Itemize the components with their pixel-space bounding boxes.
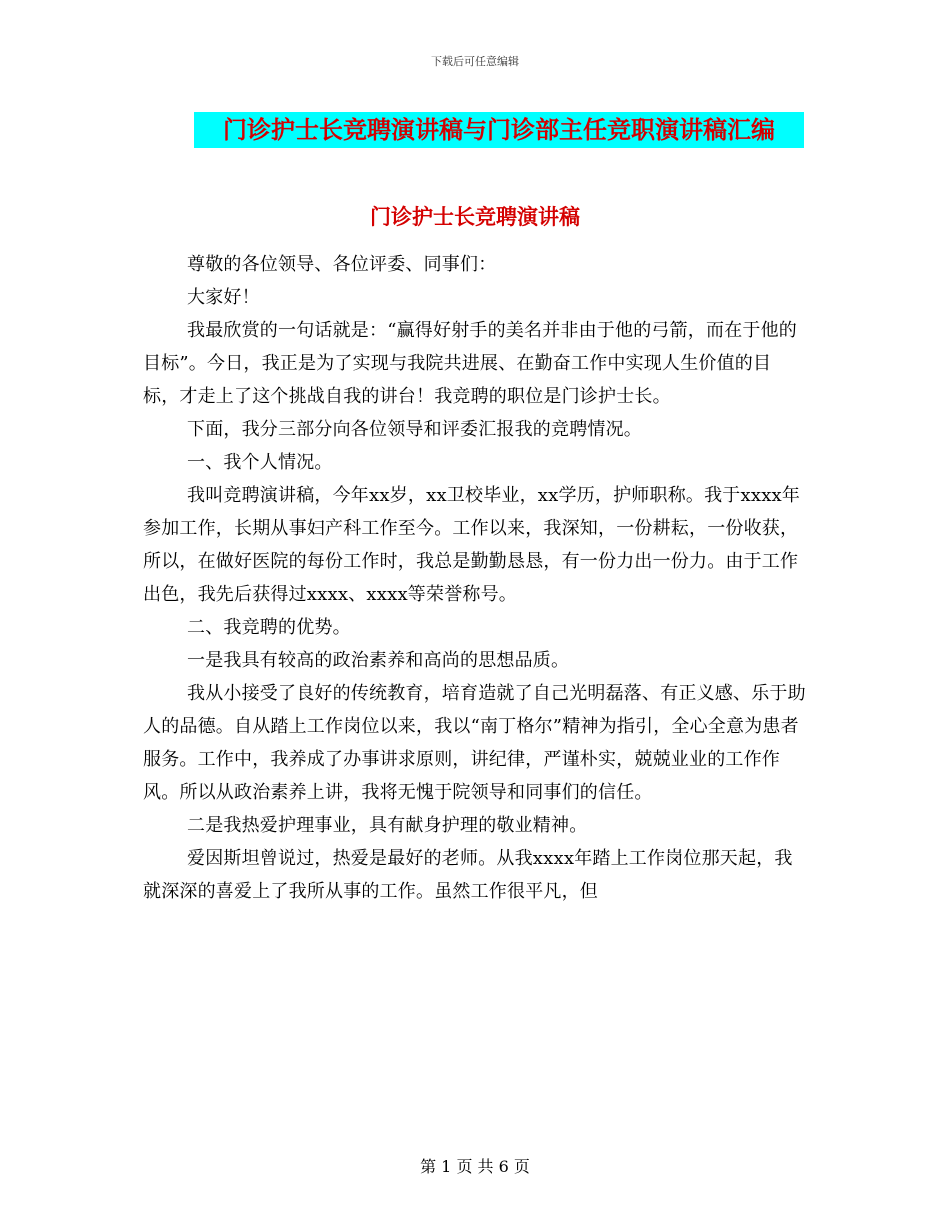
paragraph: 一、我个人情况。 xyxy=(187,452,333,473)
paragraph: 二、我竞聘的优势。 xyxy=(187,617,351,638)
section-title: 门诊护士长竞聘演讲稿 xyxy=(370,204,580,229)
document-title: 门诊护士长竞聘演讲稿与门诊部主任竞职演讲稿汇编 xyxy=(194,112,804,148)
paragraph: 爱因斯坦曾说过，热爱是最好的老师。从我xxxx年踏上工作岗位那天起，我就深深的喜爱上了我所从事的工作。虽然工作很平凡，但 xyxy=(143,848,793,902)
paragraph: 下面，我分三部分向各位领导和评委汇报我的竞聘情况。 xyxy=(187,419,642,440)
document-body xyxy=(143,248,807,908)
paragraph: 我叫竞聘演讲稿，今年xx岁，xx卫校毕业，xx学历，护师职称。我于xxxx年参加工作，长期从事妇产科工作至今。工作以来，我深知，一份耕耘，一份收获，所以，在做好医院的每份工作时，我总是勤勤恳恳，有一份力出一份力。由于工作出色，我先后获得过xxxx、xxxx等荣誉称号。 xyxy=(143,485,801,605)
page-number-footer: 第 1 页 共 6 页 xyxy=(420,1157,530,1176)
paragraph: 二是我热爱护理事业，具有献身护理的敬业精神。 xyxy=(187,815,588,836)
paragraph: 我最欣赏的一句话就是：“赢得好射手的美名并非由于他的弓箭，而在于他的目标”。今日，我正是为了实现与我院共进展、在勤奋工作中实现人生价值的目标，才走上了这个挑战自我的讲台！我竞聘的职位是门诊护士长。 xyxy=(143,320,797,407)
paragraph: 我从小接受了良好的传统教育，培育造就了自己光明磊落、有正义感、乐于助人的品德。自从踏上工作岗位以来，我以“南丁格尔”精神为指引，全心全意为患者服务。工作中，我养成了办事讲求原则，讲纪律，严谨朴实，兢兢业业的工作作风。所以从政治素养上讲，我将无愧于院领导和同事们的信任。 xyxy=(143,683,806,803)
paragraph: 大家好！ xyxy=(187,287,260,308)
page-header-note: 下载后可任意编辑 xyxy=(431,55,519,68)
paragraph: 一是我具有较高的政治素养和高尚的思想品质。 xyxy=(187,650,570,671)
paragraph: 尊敬的各位领导、各位评委、同事们： xyxy=(187,254,497,275)
